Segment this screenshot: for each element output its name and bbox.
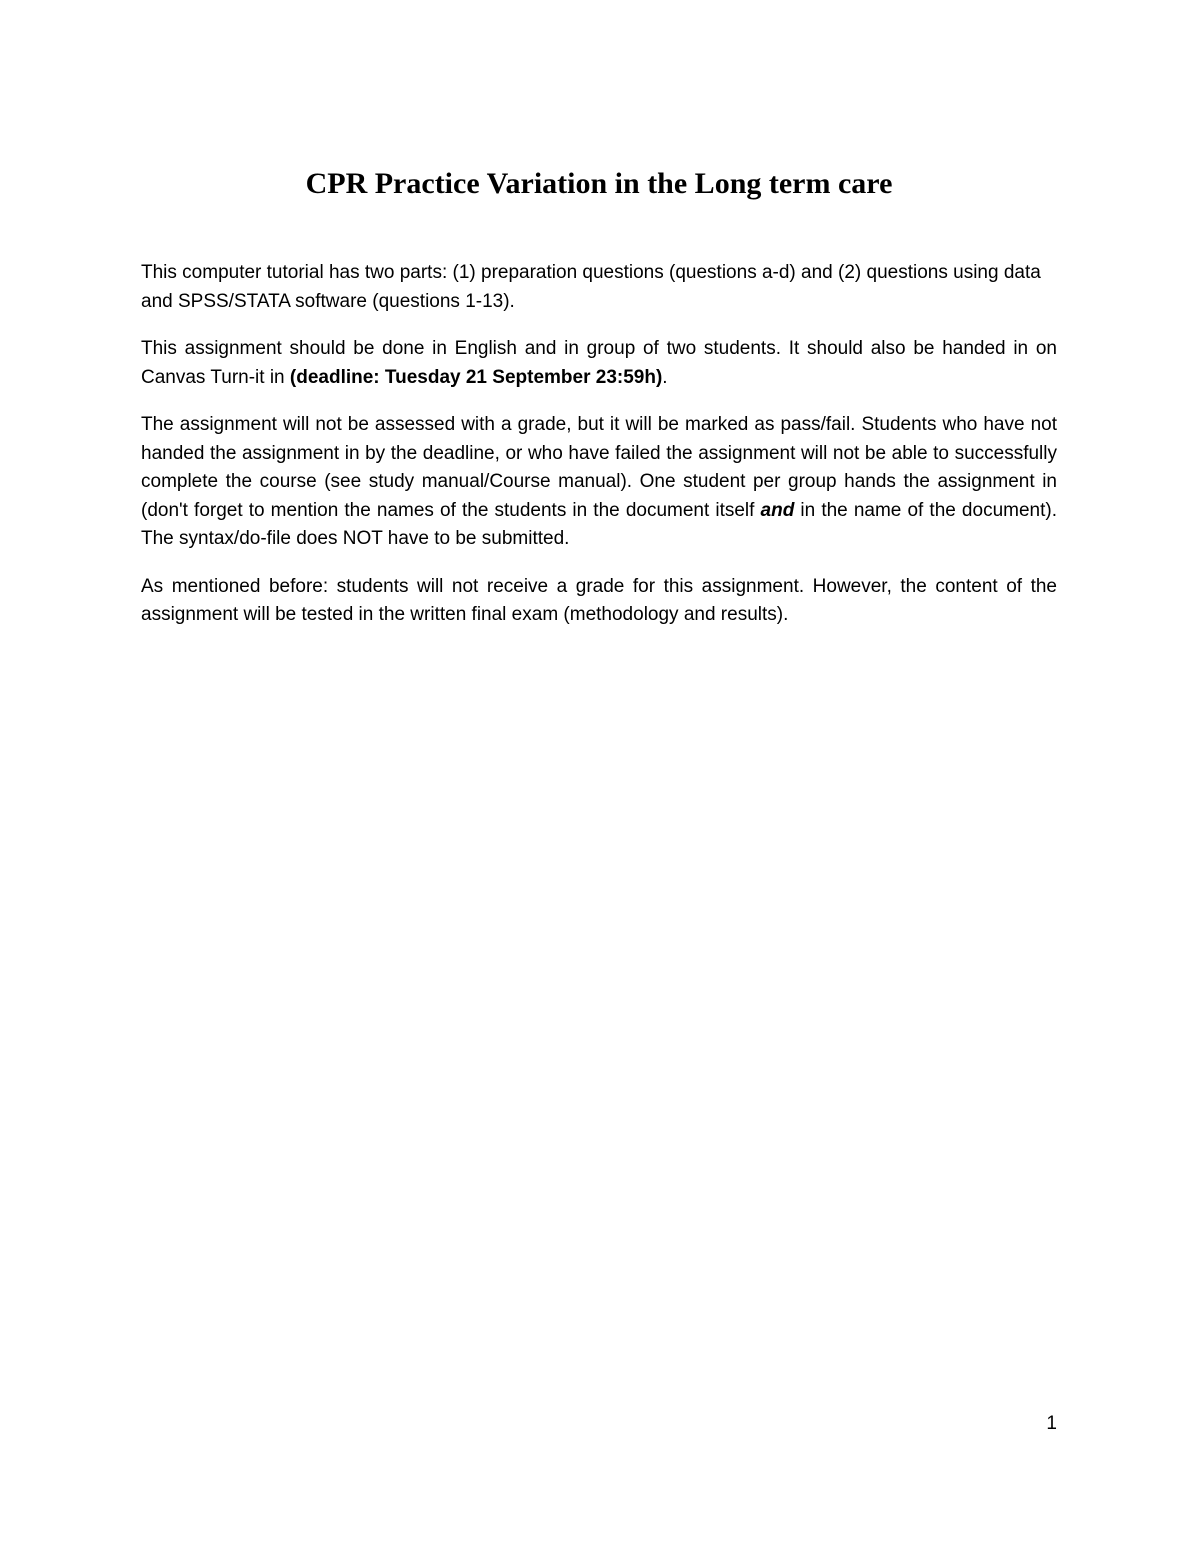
assessment-paragraph xyxy=(141,411,1057,554)
submission-paragraph xyxy=(141,335,1057,392)
document-title: CPR Practice Variation in the Long term care xyxy=(305,167,893,200)
submission-end: . xyxy=(662,366,668,388)
assessment-text-after: in the name of the document). The syntax/do-file does NOT have to be submitted. xyxy=(141,499,1057,549)
exam-paragraph: As mentioned before: students will not receive a grade for this assignment. However, the content of the assignment will be tested in the written final exam (methodology and results). xyxy=(141,575,1057,625)
intro-paragraph: This computer tutorial has two parts: (1) preparation questions (questions a-d) and (2) questions using data and SPSS/STATA software (questions 1-13). xyxy=(141,262,1041,312)
page-number: 1 xyxy=(1046,1413,1057,1434)
assessment-text-before: The assignment will not be assessed with a grade, but it will be marked as pass/fail. Students who have not handed the assignment in by the deadline, or who have failed the assignment will not be able to successfully complete the course (see study manual/Course manual). One student per group hands the assignment in (don't forget to mention the names of the students in the document itself xyxy=(141,414,1057,521)
deadline-text: (deadline: Tuesday 21 September 23:59h) xyxy=(289,366,663,388)
assessment-emphasis: and xyxy=(760,499,795,521)
submission-text: This assignment should be done in English and in group of two students. It should also be handed in on Canvas Turn-it in xyxy=(141,338,1057,388)
document-body xyxy=(141,259,1057,649)
